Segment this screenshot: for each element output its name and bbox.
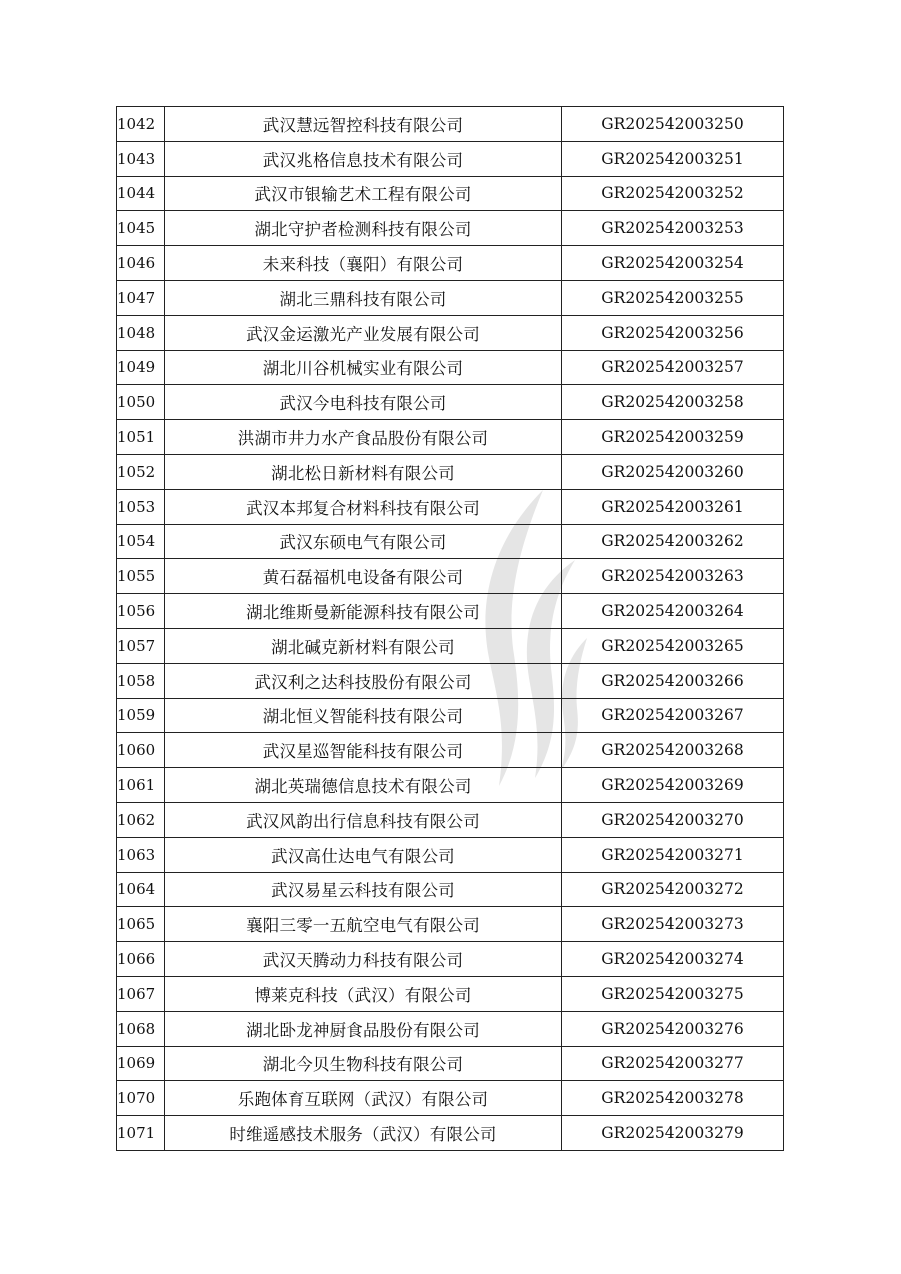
certificate-number: GR202542003279: [562, 1116, 784, 1151]
table-row: [117, 872, 784, 907]
company-name: 武汉天腾动力科技有限公司: [165, 942, 562, 977]
certificate-number: GR202542003269: [562, 768, 784, 803]
row-number: 1043: [117, 141, 165, 176]
certificate-number: GR202542003273: [562, 907, 784, 942]
company-name: 武汉慧远智控科技有限公司: [165, 107, 562, 142]
row-number: 1068: [117, 1011, 165, 1046]
table-row: [117, 1081, 784, 1116]
certificate-number: GR202542003278: [562, 1081, 784, 1116]
table-row: [117, 907, 784, 942]
certificate-number: GR202542003252: [562, 176, 784, 211]
row-number: 1049: [117, 350, 165, 385]
company-name: 武汉兆格信息技术有限公司: [165, 141, 562, 176]
certificate-number: GR202542003253: [562, 211, 784, 246]
table-row: [117, 942, 784, 977]
certificate-number: GR202542003250: [562, 107, 784, 142]
certificate-number: GR202542003254: [562, 246, 784, 281]
certificate-number: GR202542003272: [562, 872, 784, 907]
company-name: 武汉利之达科技股份有限公司: [165, 663, 562, 698]
table-row: [117, 280, 784, 315]
company-name: 武汉市银输艺术工程有限公司: [165, 176, 562, 211]
row-number: 1067: [117, 976, 165, 1011]
certificate-number: GR202542003268: [562, 733, 784, 768]
row-number: 1063: [117, 837, 165, 872]
company-name: 湖北卧龙神厨食品股份有限公司: [165, 1011, 562, 1046]
certificate-number: GR202542003258: [562, 385, 784, 420]
company-name: 乐跑体育互联网（武汉）有限公司: [165, 1081, 562, 1116]
row-number: 1065: [117, 907, 165, 942]
table-row: [117, 663, 784, 698]
certificate-number: GR202542003260: [562, 454, 784, 489]
row-number: 1062: [117, 802, 165, 837]
certificate-number: GR202542003251: [562, 141, 784, 176]
certificate-number: GR202542003271: [562, 837, 784, 872]
certificate-number: GR202542003275: [562, 976, 784, 1011]
company-name: 未来科技（襄阳）有限公司: [165, 246, 562, 281]
table-row: [117, 976, 784, 1011]
row-number: 1042: [117, 107, 165, 142]
row-number: 1070: [117, 1081, 165, 1116]
certificate-number: GR202542003270: [562, 802, 784, 837]
row-number: 1054: [117, 524, 165, 559]
certificate-number: GR202542003256: [562, 315, 784, 350]
row-number: 1071: [117, 1116, 165, 1151]
row-number: 1069: [117, 1046, 165, 1081]
certificate-number: GR202542003255: [562, 280, 784, 315]
table-row: [117, 837, 784, 872]
row-number: 1057: [117, 628, 165, 663]
table-row: [117, 802, 784, 837]
table-row: [117, 768, 784, 803]
row-number: 1047: [117, 280, 165, 315]
row-number: 1050: [117, 385, 165, 420]
certificate-number: GR202542003274: [562, 942, 784, 977]
company-name: 武汉星巡智能科技有限公司: [165, 733, 562, 768]
company-name: 武汉东硕电气有限公司: [165, 524, 562, 559]
row-number: 1061: [117, 768, 165, 803]
certificate-number: GR202542003267: [562, 698, 784, 733]
company-name: 武汉今电科技有限公司: [165, 385, 562, 420]
company-name: 博莱克科技（武汉）有限公司: [165, 976, 562, 1011]
company-name: 湖北维斯曼新能源科技有限公司: [165, 594, 562, 629]
company-list-table: [116, 106, 784, 1151]
table-row: [117, 1046, 784, 1081]
row-number: 1046: [117, 246, 165, 281]
company-name: 武汉金运激光产业发展有限公司: [165, 315, 562, 350]
certificate-number: GR202542003277: [562, 1046, 784, 1081]
row-number: 1048: [117, 315, 165, 350]
table-row: [117, 385, 784, 420]
company-name: 湖北恒义智能科技有限公司: [165, 698, 562, 733]
certificate-number: GR202542003266: [562, 663, 784, 698]
table-row: [117, 420, 784, 455]
table-row: [117, 315, 784, 350]
company-name: 襄阳三零一五航空电气有限公司: [165, 907, 562, 942]
company-name: 武汉高仕达电气有限公司: [165, 837, 562, 872]
certificate-number: GR202542003263: [562, 559, 784, 594]
table-row: [117, 1011, 784, 1046]
table-row: [117, 1116, 784, 1151]
certificate-number: GR202542003261: [562, 489, 784, 524]
row-number: 1045: [117, 211, 165, 246]
table-row: [117, 559, 784, 594]
table-row: [117, 246, 784, 281]
row-number: 1064: [117, 872, 165, 907]
company-name: 湖北守护者检测科技有限公司: [165, 211, 562, 246]
table-row: [117, 489, 784, 524]
row-number: 1056: [117, 594, 165, 629]
company-name: 湖北碱克新材料有限公司: [165, 628, 562, 663]
row-number: 1059: [117, 698, 165, 733]
company-name: 湖北三鼎科技有限公司: [165, 280, 562, 315]
table-row: [117, 350, 784, 385]
table-row: [117, 733, 784, 768]
table-row: [117, 141, 784, 176]
table-row: [117, 628, 784, 663]
table-row: [117, 211, 784, 246]
table-row: [117, 107, 784, 142]
company-name: 武汉风韵出行信息科技有限公司: [165, 802, 562, 837]
company-name: 湖北川谷机械实业有限公司: [165, 350, 562, 385]
row-number: 1060: [117, 733, 165, 768]
row-number: 1053: [117, 489, 165, 524]
company-name: 武汉易星云科技有限公司: [165, 872, 562, 907]
row-number: 1044: [117, 176, 165, 211]
company-name: 时维遥感技术服务（武汉）有限公司: [165, 1116, 562, 1151]
table-row: [117, 594, 784, 629]
row-number: 1051: [117, 420, 165, 455]
certificate-number: GR202542003262: [562, 524, 784, 559]
table-row: [117, 176, 784, 211]
table-row: [117, 698, 784, 733]
certificate-number: GR202542003259: [562, 420, 784, 455]
certificate-number: GR202542003265: [562, 628, 784, 663]
certificate-number: GR202542003276: [562, 1011, 784, 1046]
company-name: 洪湖市井力水产食品股份有限公司: [165, 420, 562, 455]
company-name: 武汉本邦复合材料科技有限公司: [165, 489, 562, 524]
company-name: 湖北英瑞德信息技术有限公司: [165, 768, 562, 803]
table-row: [117, 454, 784, 489]
certificate-number: GR202542003264: [562, 594, 784, 629]
row-number: 1066: [117, 942, 165, 977]
row-number: 1058: [117, 663, 165, 698]
certificate-number: GR202542003257: [562, 350, 784, 385]
row-number: 1055: [117, 559, 165, 594]
company-name: 湖北松日新材料有限公司: [165, 454, 562, 489]
table-row: [117, 524, 784, 559]
company-name: 湖北今贝生物科技有限公司: [165, 1046, 562, 1081]
row-number: 1052: [117, 454, 165, 489]
company-name: 黄石磊福机电设备有限公司: [165, 559, 562, 594]
